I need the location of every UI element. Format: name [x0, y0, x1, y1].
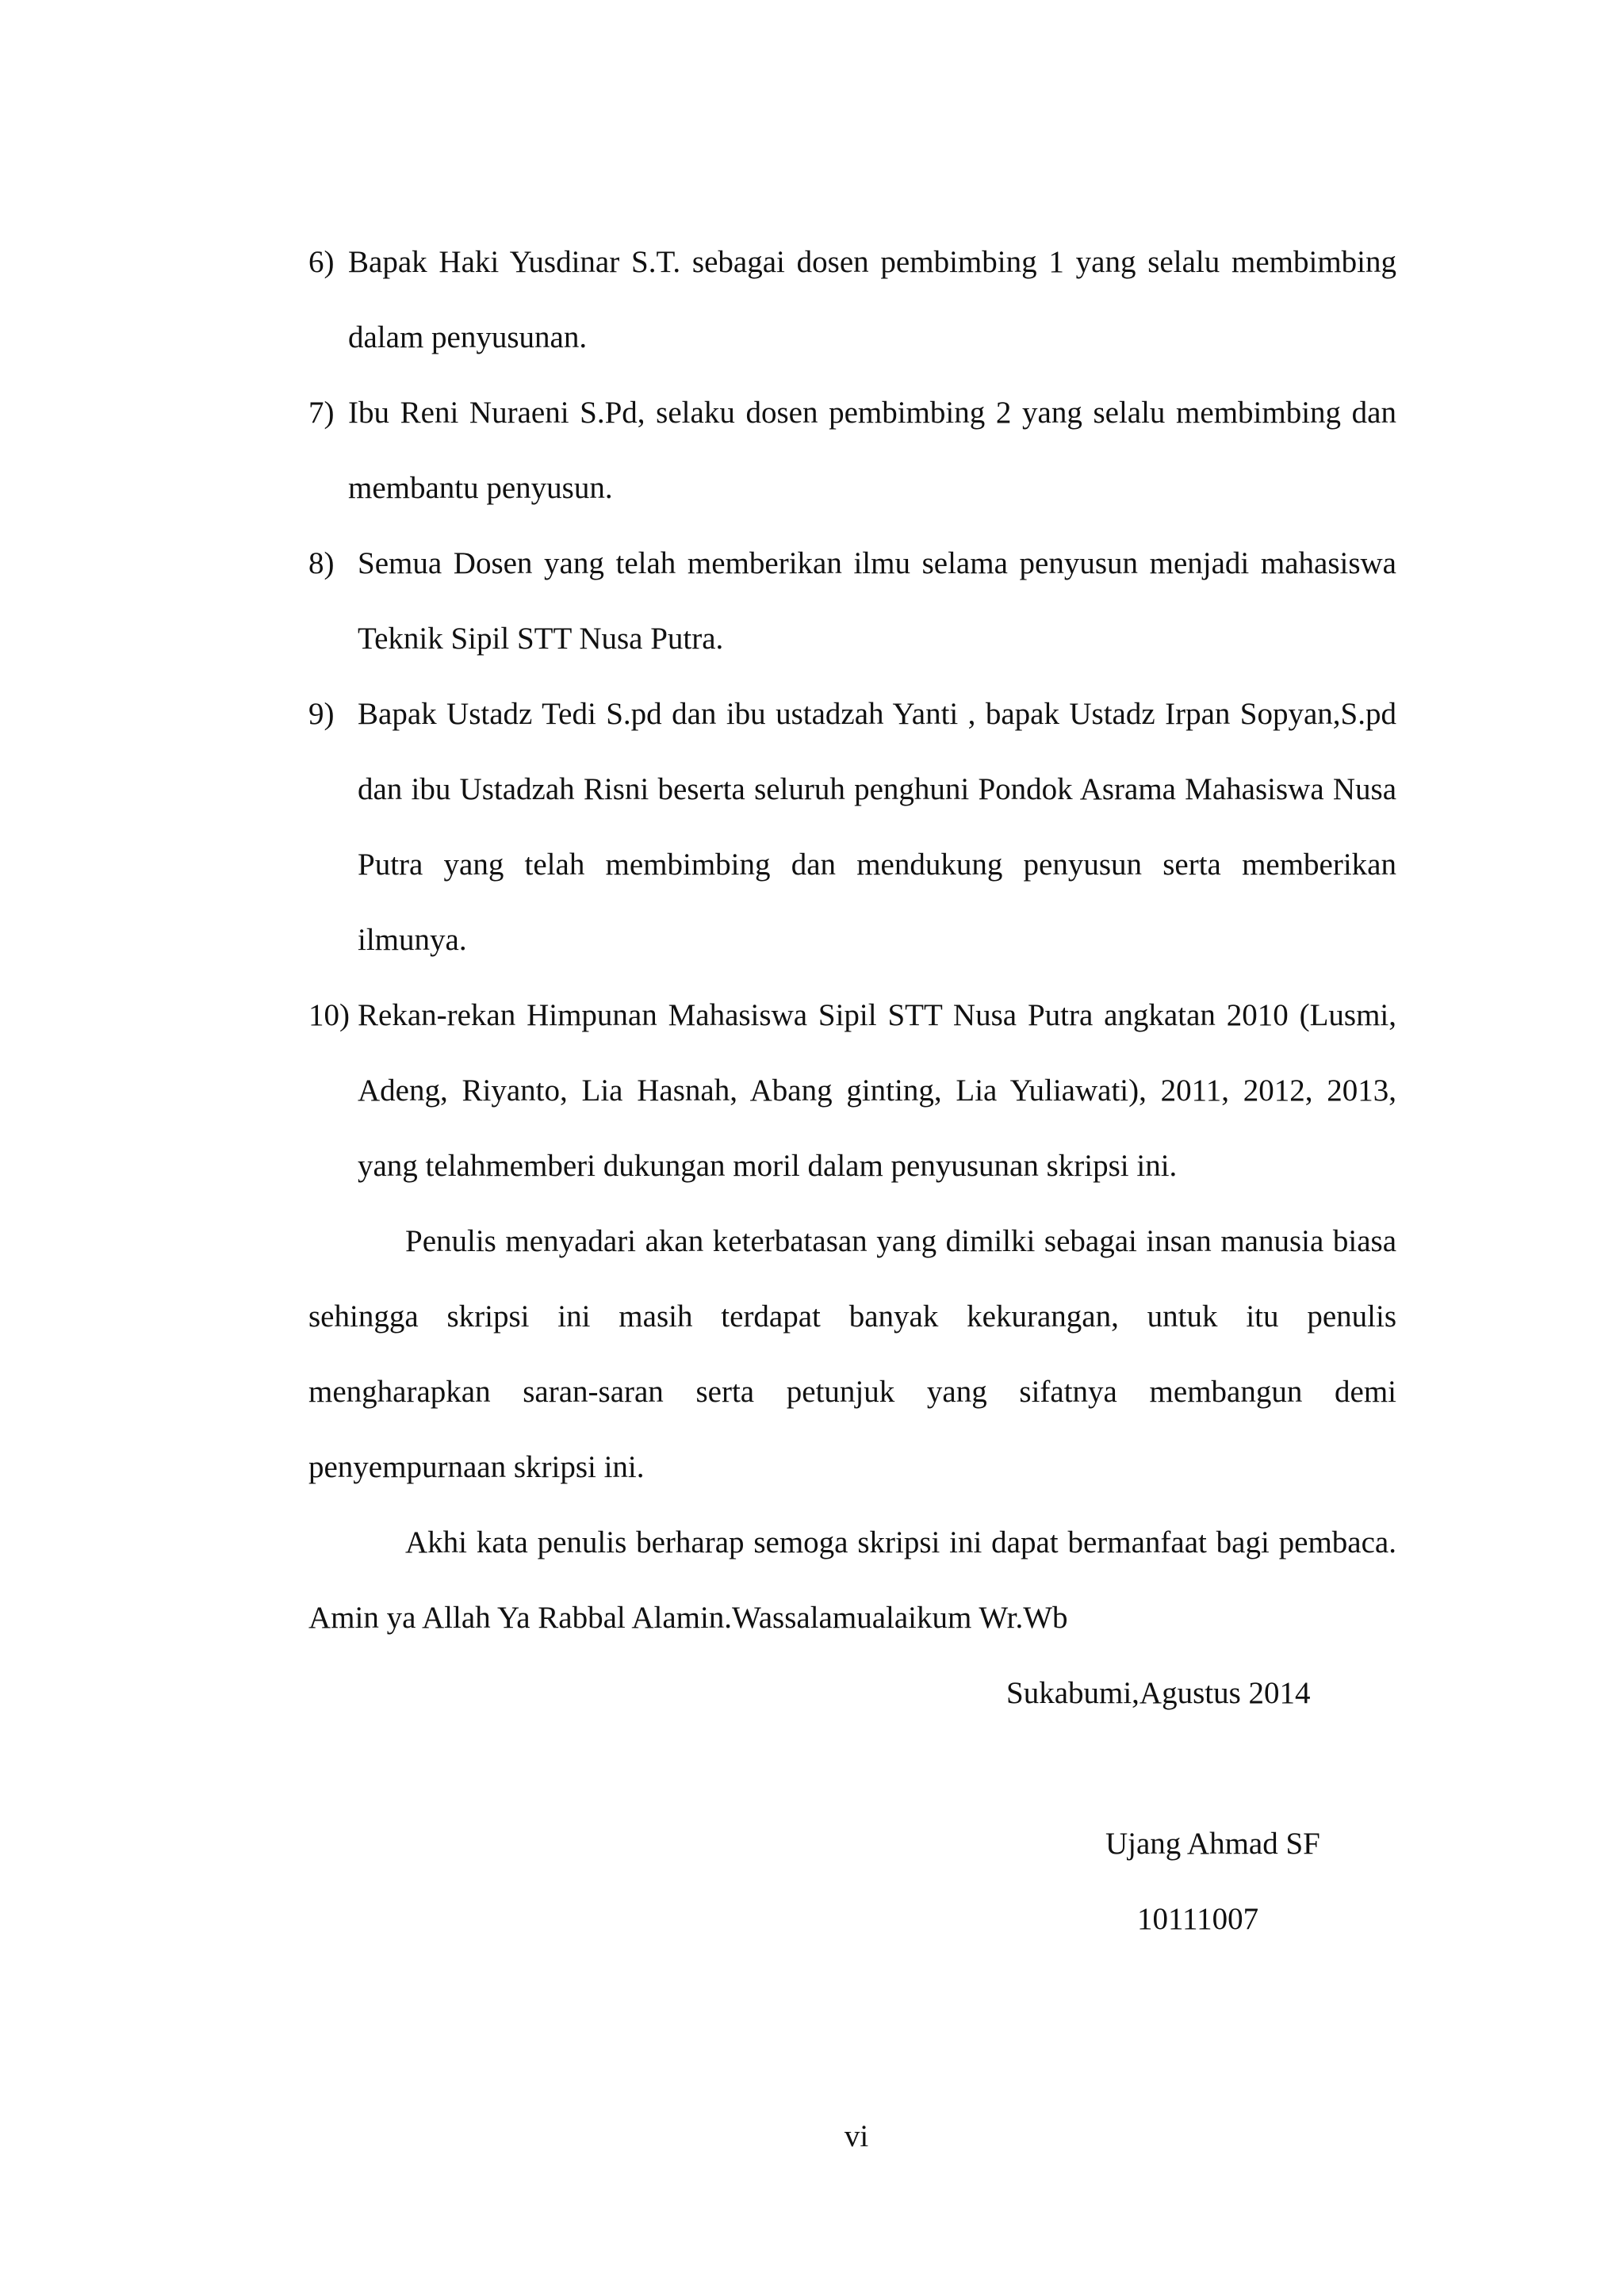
list-item: [308, 676, 1396, 978]
list-item: [308, 375, 1396, 526]
list-item-text: Bapak Ustadz Tedi S.pd dan ibu ustadzah Yanti , bapak Ustadz Irpan Sopyan,S.pd dan ibu Ustadzah Risni beserta seluruh penghuni Pondok Asrama Mahasiswa Nusa Putra yang telah membimbing dan mendukung penyusun serta memberikan ilmunya.: [358, 697, 1396, 957]
list-item: [308, 978, 1396, 1203]
list-item-text: Bapak Haki Yusdinar S.T. sebagai dosen pembimbing 1 yang selalu membimbing dalam penyusunan.: [348, 245, 1396, 354]
list-item-number: 10): [308, 998, 350, 1032]
signature-student-id: 10111007: [1137, 1902, 1259, 1936]
list-item: [308, 526, 1396, 676]
acknowledgement-list: [308, 224, 1396, 1203]
list-item-number: 9): [308, 697, 335, 731]
list-item-text: Ibu Reni Nuraeni S.Pd, selaku dosen pembimbing 2 yang selalu membimbing dan membantu penyusun.: [348, 396, 1396, 505]
page-number: vi: [844, 2119, 869, 2153]
list-item-number: 8): [308, 546, 335, 580]
signature-place-date: Sukabumi,Agustus 2014: [1006, 1676, 1311, 1710]
body-paragraph: Penulis menyadari akan keterbatasan yang dimilki sebagai insan manusia biasa sehingga skripsi ini masih terdapat banyak kekurangan, untuk itu penulis mengharapkan saran-saran serta petunjuk yang sifatnya membangun demi penyempurnaan skripsi ini.: [308, 1224, 1396, 1484]
list-item-text: Rekan-rekan Himpunan Mahasiswa Sipil STT Nusa Putra angkatan 2010 (Lusmi, Adeng, Riyanto, Lia Hasnah, Abang ginting, Lia Yuliawati), 2011, 2012, 2013, yang telahmemberi dukungan moril dalam penyusunan skripsi ini.: [358, 998, 1396, 1183]
list-item-number: 7): [308, 396, 335, 430]
closing-paragraph: Akhi kata penulis berharap semoga skripsi ini dapat bermanfaat bagi pembaca. Amin ya Allah Ya Rabbal Alamin.Wassalamualaikum Wr.Wb: [308, 1525, 1396, 1635]
list-item: [308, 224, 1396, 375]
signature-name: Ujang Ahmad SF: [1105, 1827, 1320, 1861]
list-item-number: 6): [308, 245, 335, 279]
list-item-text: Semua Dosen yang telah memberikan ilmu selama penyusun menjadi mahasiswa Teknik Sipil STT Nusa Putra.: [358, 546, 1396, 656]
